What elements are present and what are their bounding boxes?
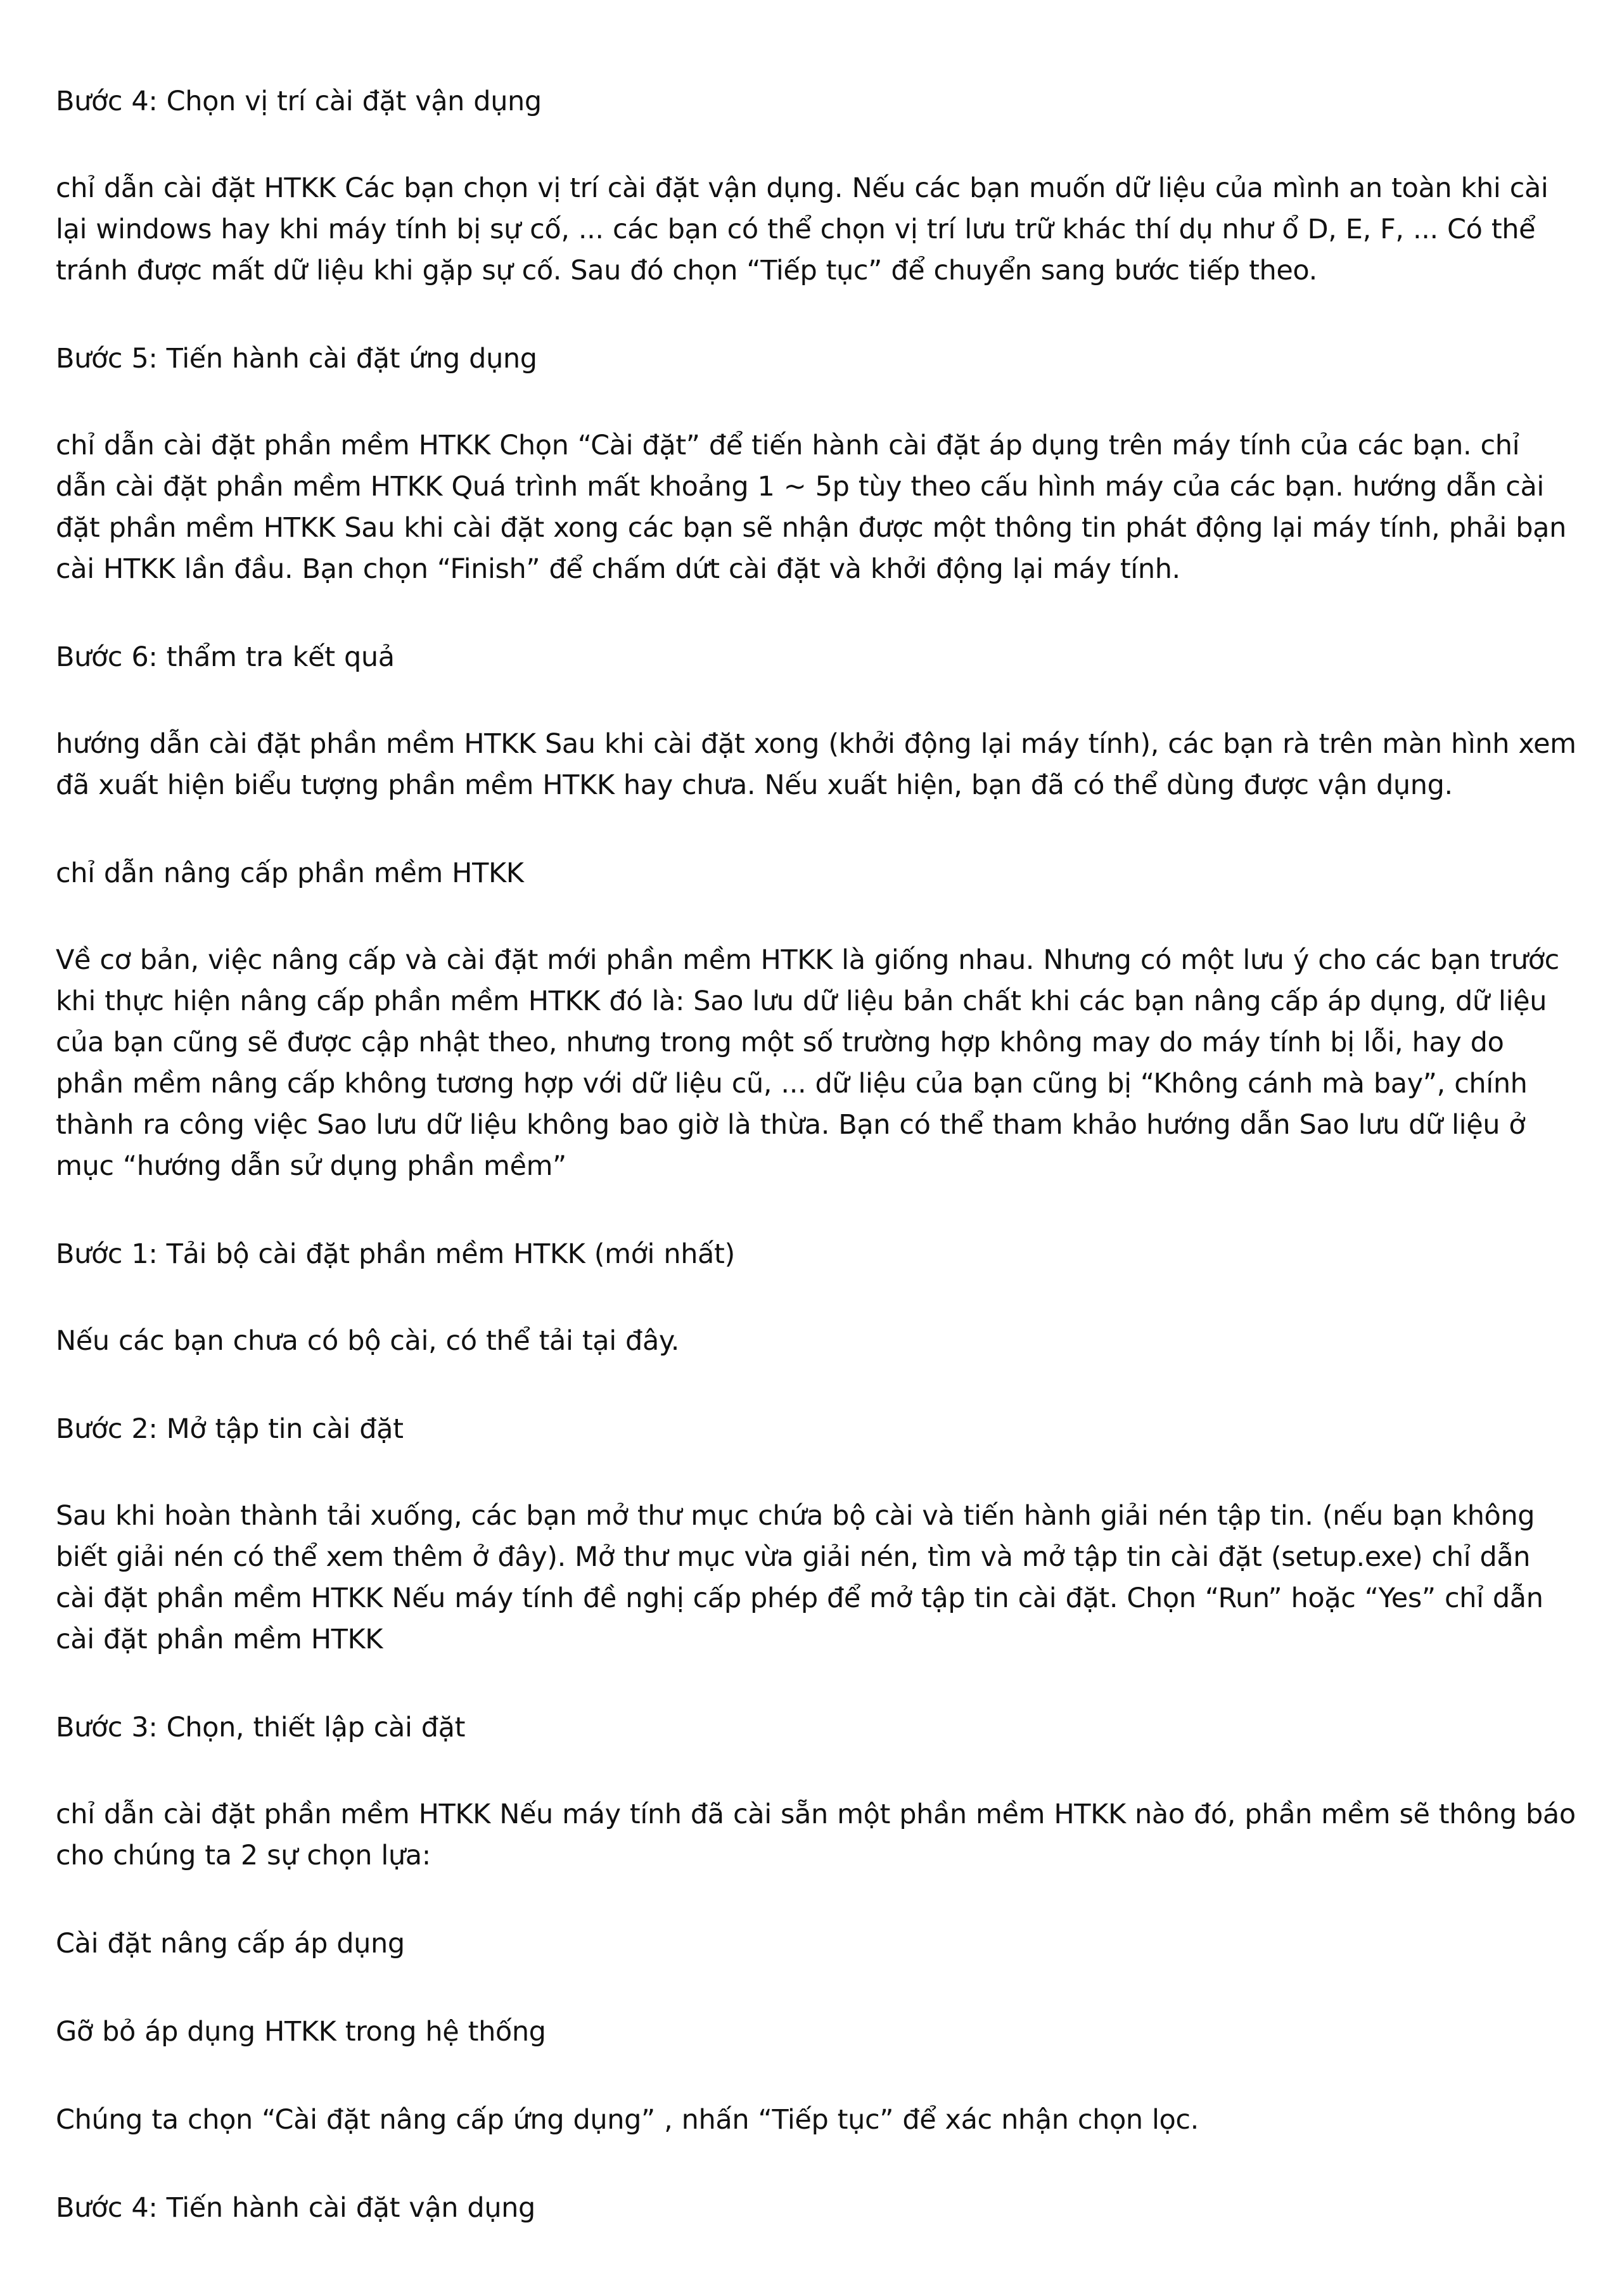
step4-choose-location-heading: Bước 4: Chọn vị trí cài đặt vận dụng (56, 86, 542, 117)
upgrade-step1-paragraph: Nếu các bạn chưa có bộ cài, có thể tải tại đây. (56, 1325, 680, 1357)
upgrade-step4-heading: Bước 4: Tiến hành cài đặt vận dụng (56, 2192, 535, 2224)
upgrade-intro-paragraph: Về cơ bản, việc nâng cấp và cài đặt mới phần mềm HTKK là giống nhau. Nhưng có một lưu ý cho các bạn trước khi thực hiện nâng cấp phần mềm HTKK đó là: Sao lưu dữ liệu bản chất khi các bạn nâng cấp áp dụng, dữ liệu của bạn cũng sẽ được cập nhật theo, nhưng trong một số trường hợp không may do máy tính bị lỗi, hay do phần mềm nâng cấp không tương hợp với dữ liệu cũ, ... dữ liệu của bạn cũng bị “Không cánh mà bay”, chính thành ra công việc Sao lưu dữ liệu không bao giờ là thừa. Bạn có thể tham khảo hướng dẫn Sao lưu dữ liệu ở mục “hướng dẫn sử dụng phần mềm” (56, 944, 1559, 1182)
upgrade-step2-paragraph: Sau khi hoàn thành tải xuống, các bạn mở thư mục chứa bộ cài và tiến hành giải nén tập tin. (nếu bạn không biết giải nén có thể xem thêm ở đây). Mở thư mục vừa giải nén, tìm và mở tập tin cài đặt (setup.exe) chỉ dẫn cài đặt phần mềm HTKK Nếu máy tính đề nghị cấp phép để mở tập tin cài đặt. Chọn “Run” hoặc “Yes” chỉ dẫn cài đặt phần mềm HTKK (56, 1500, 1543, 1655)
option-uninstall-item: Gỡ bỏ áp dụng HTKK trong hệ thống (56, 2016, 546, 2048)
step5-paragraph: chỉ dẫn cài đặt phần mềm HTKK Chọn “Cài đặt” để tiến hành cài đặt áp dụng trên máy tính của các bạn. chỉ dẫn cài đặt phần mềm HTKK Quá trình mất khoảng 1 ~ 5p tùy theo cấu hình máy của các bạn. hướng dẫn cài đặt phần mềm HTKK Sau khi cài đặt xong các bạn sẽ nhận được một thông tin phát động lại máy tính, phải bạn cài HTKK lần đầu. Bạn chọn “Finish” để chấm dứt cài đặt và khởi động lại máy tính. (56, 430, 1566, 585)
option-upgrade-item: Cài đặt nâng cấp áp dụng (56, 1928, 405, 1959)
upgrade-step1-heading: Bước 1: Tải bộ cài đặt phần mềm HTKK (mới nhất) (56, 1238, 735, 1270)
choose-upgrade-paragraph: Chúng ta chọn “Cài đặt nâng cấp ứng dụng” , nhấn “Tiếp tục” để xác nhận chọn lọc. (56, 2104, 1199, 2136)
upgrade-step3-paragraph: chỉ dẫn cài đặt phần mềm HTKK Nếu máy tính đã cài sẵn một phần mềm HTKK nào đó, phần mềm sẽ thông báo cho chúng ta 2 sự chọn lựa: (56, 1799, 1576, 1871)
upgrade-step2-heading: Bước 2: Mở tập tin cài đặt (56, 1413, 404, 1445)
step5-install-heading: Bước 5: Tiến hành cài đặt ứng dụng (56, 343, 537, 375)
step4-paragraph: chỉ dẫn cài đặt HTKK Các bạn chọn vị trí cài đặt vận dụng. Nếu các bạn muốn dữ liệu của mình an toàn khi cài lại windows hay khi máy tính bị sự cố, ... các bạn có thể chọn vị trí lưu trữ khác thí dụ như ổ D, E, F, ... Có thể tránh được mất dữ liệu khi gặp sự cố. Sau đó chọn “Tiếp tục” để chuyển sang bước tiếp theo. (56, 172, 1549, 286)
step6-paragraph: hướng dẫn cài đặt phần mềm HTKK Sau khi cài đặt xong (khởi động lại máy tính), các bạn rà trên màn hình xem đã xuất hiện biểu tượng phần mềm HTKK hay chưa. Nếu xuất hiện, bạn đã có thể dùng được vận dụng. (56, 728, 1576, 801)
step6-verify-heading: Bước 6: thẩm tra kết quả (56, 641, 395, 673)
document-page (56, 81, 1576, 2274)
upgrade-guide-heading: chỉ dẫn nâng cấp phần mềm HTKK (56, 857, 524, 889)
upgrade-step3-heading: Bước 3: Chọn, thiết lập cài đặt (56, 1712, 466, 1743)
